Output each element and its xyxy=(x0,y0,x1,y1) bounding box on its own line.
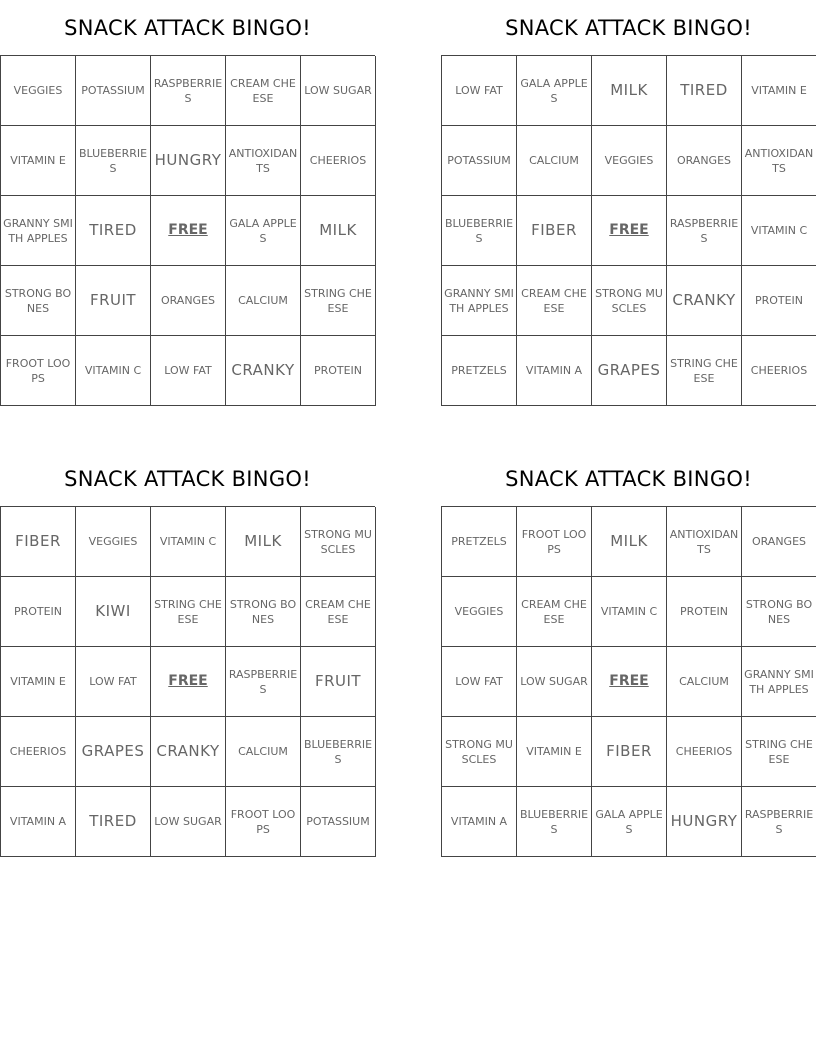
bingo-cell: MILK xyxy=(592,507,667,577)
bingo-cell: CRANKY xyxy=(226,336,301,406)
bingo-cell: MILK xyxy=(301,196,376,266)
bingo-cell: CREAM CHEESE xyxy=(226,56,301,126)
bingo-cell: HUNGRY xyxy=(667,787,742,857)
bingo-cell: ORANGES xyxy=(742,507,816,577)
bingo-card-1 xyxy=(0,0,375,406)
bingo-cell: PRETZELS xyxy=(442,507,517,577)
bingo-cell: VEGGIES xyxy=(1,56,76,126)
bingo-cell: STRING CHEESE xyxy=(301,266,376,336)
bingo-grid xyxy=(0,506,375,857)
bingo-cell: RASPBERRIES xyxy=(226,647,301,717)
bingo-cell: STRING CHEESE xyxy=(742,717,816,787)
bingo-cell: CALCIUM xyxy=(226,717,301,787)
bingo-card-3 xyxy=(0,451,375,857)
bingo-cell: VEGGIES xyxy=(592,126,667,196)
bingo-cell: PROTEIN xyxy=(667,577,742,647)
bingo-cell: STRING CHEESE xyxy=(151,577,226,647)
bingo-cell: VITAMIN C xyxy=(151,507,226,577)
bingo-cell: GRANNY SMITH APPLES xyxy=(742,647,816,717)
bingo-cell: TIRED xyxy=(76,196,151,266)
bingo-cell: STRONG MUSCLES xyxy=(442,717,517,787)
free-space-cell: FREE xyxy=(592,196,667,266)
bingo-cell: FIBER xyxy=(517,196,592,266)
bingo-cell: VEGGIES xyxy=(76,507,151,577)
free-space-cell: FREE xyxy=(151,196,226,266)
bingo-cell: POTASSIUM xyxy=(442,126,517,196)
bingo-cell: VITAMIN E xyxy=(517,717,592,787)
bingo-cell: MILK xyxy=(592,56,667,126)
bingo-grid xyxy=(441,506,816,857)
bingo-cell: FROOT LOOPS xyxy=(1,336,76,406)
bingo-cell: FRUIT xyxy=(76,266,151,336)
bingo-cell: LOW FAT xyxy=(442,56,517,126)
bingo-cell: VITAMIN A xyxy=(442,787,517,857)
bingo-cell: LOW FAT xyxy=(151,336,226,406)
bingo-cell: STRONG BONES xyxy=(1,266,76,336)
bingo-cell: VITAMIN E xyxy=(1,647,76,717)
bingo-card-2 xyxy=(441,0,816,406)
bingo-cell: ANTIOXIDANTS xyxy=(226,126,301,196)
bingo-cell: FROOT LOOPS xyxy=(517,507,592,577)
bingo-cell: PROTEIN xyxy=(742,266,816,336)
bingo-cell: RASPBERRIES xyxy=(742,787,816,857)
bingo-cell: FIBER xyxy=(592,717,667,787)
bingo-cell: GRAPES xyxy=(76,717,151,787)
bingo-cell: VITAMIN E xyxy=(1,126,76,196)
bingo-cell: MILK xyxy=(226,507,301,577)
bingo-cell: HUNGRY xyxy=(151,126,226,196)
bingo-cell: CHEERIOS xyxy=(667,717,742,787)
bingo-cell: PROTEIN xyxy=(1,577,76,647)
bingo-grid xyxy=(0,55,375,406)
bingo-cell: STRONG MUSCLES xyxy=(592,266,667,336)
bingo-cell: GALA APPLES xyxy=(517,56,592,126)
bingo-cell: GALA APPLES xyxy=(226,196,301,266)
bingo-cell: CHEERIOS xyxy=(742,336,816,406)
bingo-cell: LOW FAT xyxy=(442,647,517,717)
bingo-card-4 xyxy=(441,451,816,857)
bingo-cell: LOW SUGAR xyxy=(301,56,376,126)
bingo-cell: GRANNY SMITH APPLES xyxy=(442,266,517,336)
bingo-cell: STRONG BONES xyxy=(742,577,816,647)
bingo-cell: ANTIOXIDANTS xyxy=(667,507,742,577)
bingo-cell: GRANNY SMITH APPLES xyxy=(1,196,76,266)
bingo-cell: CREAM CHEESE xyxy=(301,577,376,647)
bingo-cell: CALCIUM xyxy=(226,266,301,336)
bingo-grid xyxy=(441,55,816,406)
bingo-cell: LOW FAT xyxy=(76,647,151,717)
bingo-cell: FIBER xyxy=(1,507,76,577)
bingo-cell: ORANGES xyxy=(667,126,742,196)
bingo-cell: TIRED xyxy=(667,56,742,126)
card-title: SNACK ATTACK BINGO! xyxy=(505,15,752,40)
bingo-cell: VITAMIN A xyxy=(1,787,76,857)
bingo-cell: BLUEBERRIES xyxy=(442,196,517,266)
bingo-cell: RASPBERRIES xyxy=(151,56,226,126)
bingo-cell: BLUEBERRIES xyxy=(301,717,376,787)
bingo-cell: RASPBERRIES xyxy=(667,196,742,266)
bingo-cell: TIRED xyxy=(76,787,151,857)
free-space-cell: FREE xyxy=(592,647,667,717)
bingo-cell: PRETZELS xyxy=(442,336,517,406)
bingo-cell: VITAMIN C xyxy=(742,196,816,266)
bingo-cell: VITAMIN C xyxy=(592,577,667,647)
bingo-cell: CALCIUM xyxy=(517,126,592,196)
bingo-cell: GRAPES xyxy=(592,336,667,406)
bingo-cell: VITAMIN A xyxy=(517,336,592,406)
bingo-cell: POTASSIUM xyxy=(76,56,151,126)
bingo-cell: BLUEBERRIES xyxy=(76,126,151,196)
bingo-cell: ORANGES xyxy=(151,266,226,336)
bingo-cell: BLUEBERRIES xyxy=(517,787,592,857)
bingo-cell: ANTIOXIDANTS xyxy=(742,126,816,196)
bingo-cell: FROOT LOOPS xyxy=(226,787,301,857)
bingo-cell: CRANKY xyxy=(667,266,742,336)
bingo-cell: POTASSIUM xyxy=(301,787,376,857)
bingo-cell: LOW SUGAR xyxy=(151,787,226,857)
bingo-cell: VITAMIN C xyxy=(76,336,151,406)
bingo-cell: LOW SUGAR xyxy=(517,647,592,717)
card-title: SNACK ATTACK BINGO! xyxy=(505,466,752,491)
bingo-cell: CREAM CHEESE xyxy=(517,577,592,647)
bingo-cell: CRANKY xyxy=(151,717,226,787)
bingo-cell: STRING CHEESE xyxy=(667,336,742,406)
card-title: SNACK ATTACK BINGO! xyxy=(64,466,311,491)
bingo-cell: GALA APPLES xyxy=(592,787,667,857)
bingo-cell: VEGGIES xyxy=(442,577,517,647)
bingo-cell: CALCIUM xyxy=(667,647,742,717)
bingo-cell: KIWI xyxy=(76,577,151,647)
card-title: SNACK ATTACK BINGO! xyxy=(64,15,311,40)
bingo-cell: CREAM CHEESE xyxy=(517,266,592,336)
bingo-cell: STRONG BONES xyxy=(226,577,301,647)
bingo-cell: CHEERIOS xyxy=(301,126,376,196)
bingo-cell: FRUIT xyxy=(301,647,376,717)
bingo-cell: STRONG MUSCLES xyxy=(301,507,376,577)
bingo-cell: PROTEIN xyxy=(301,336,376,406)
bingo-cell: CHEERIOS xyxy=(1,717,76,787)
free-space-cell: FREE xyxy=(151,647,226,717)
bingo-cell: VITAMIN E xyxy=(742,56,816,126)
